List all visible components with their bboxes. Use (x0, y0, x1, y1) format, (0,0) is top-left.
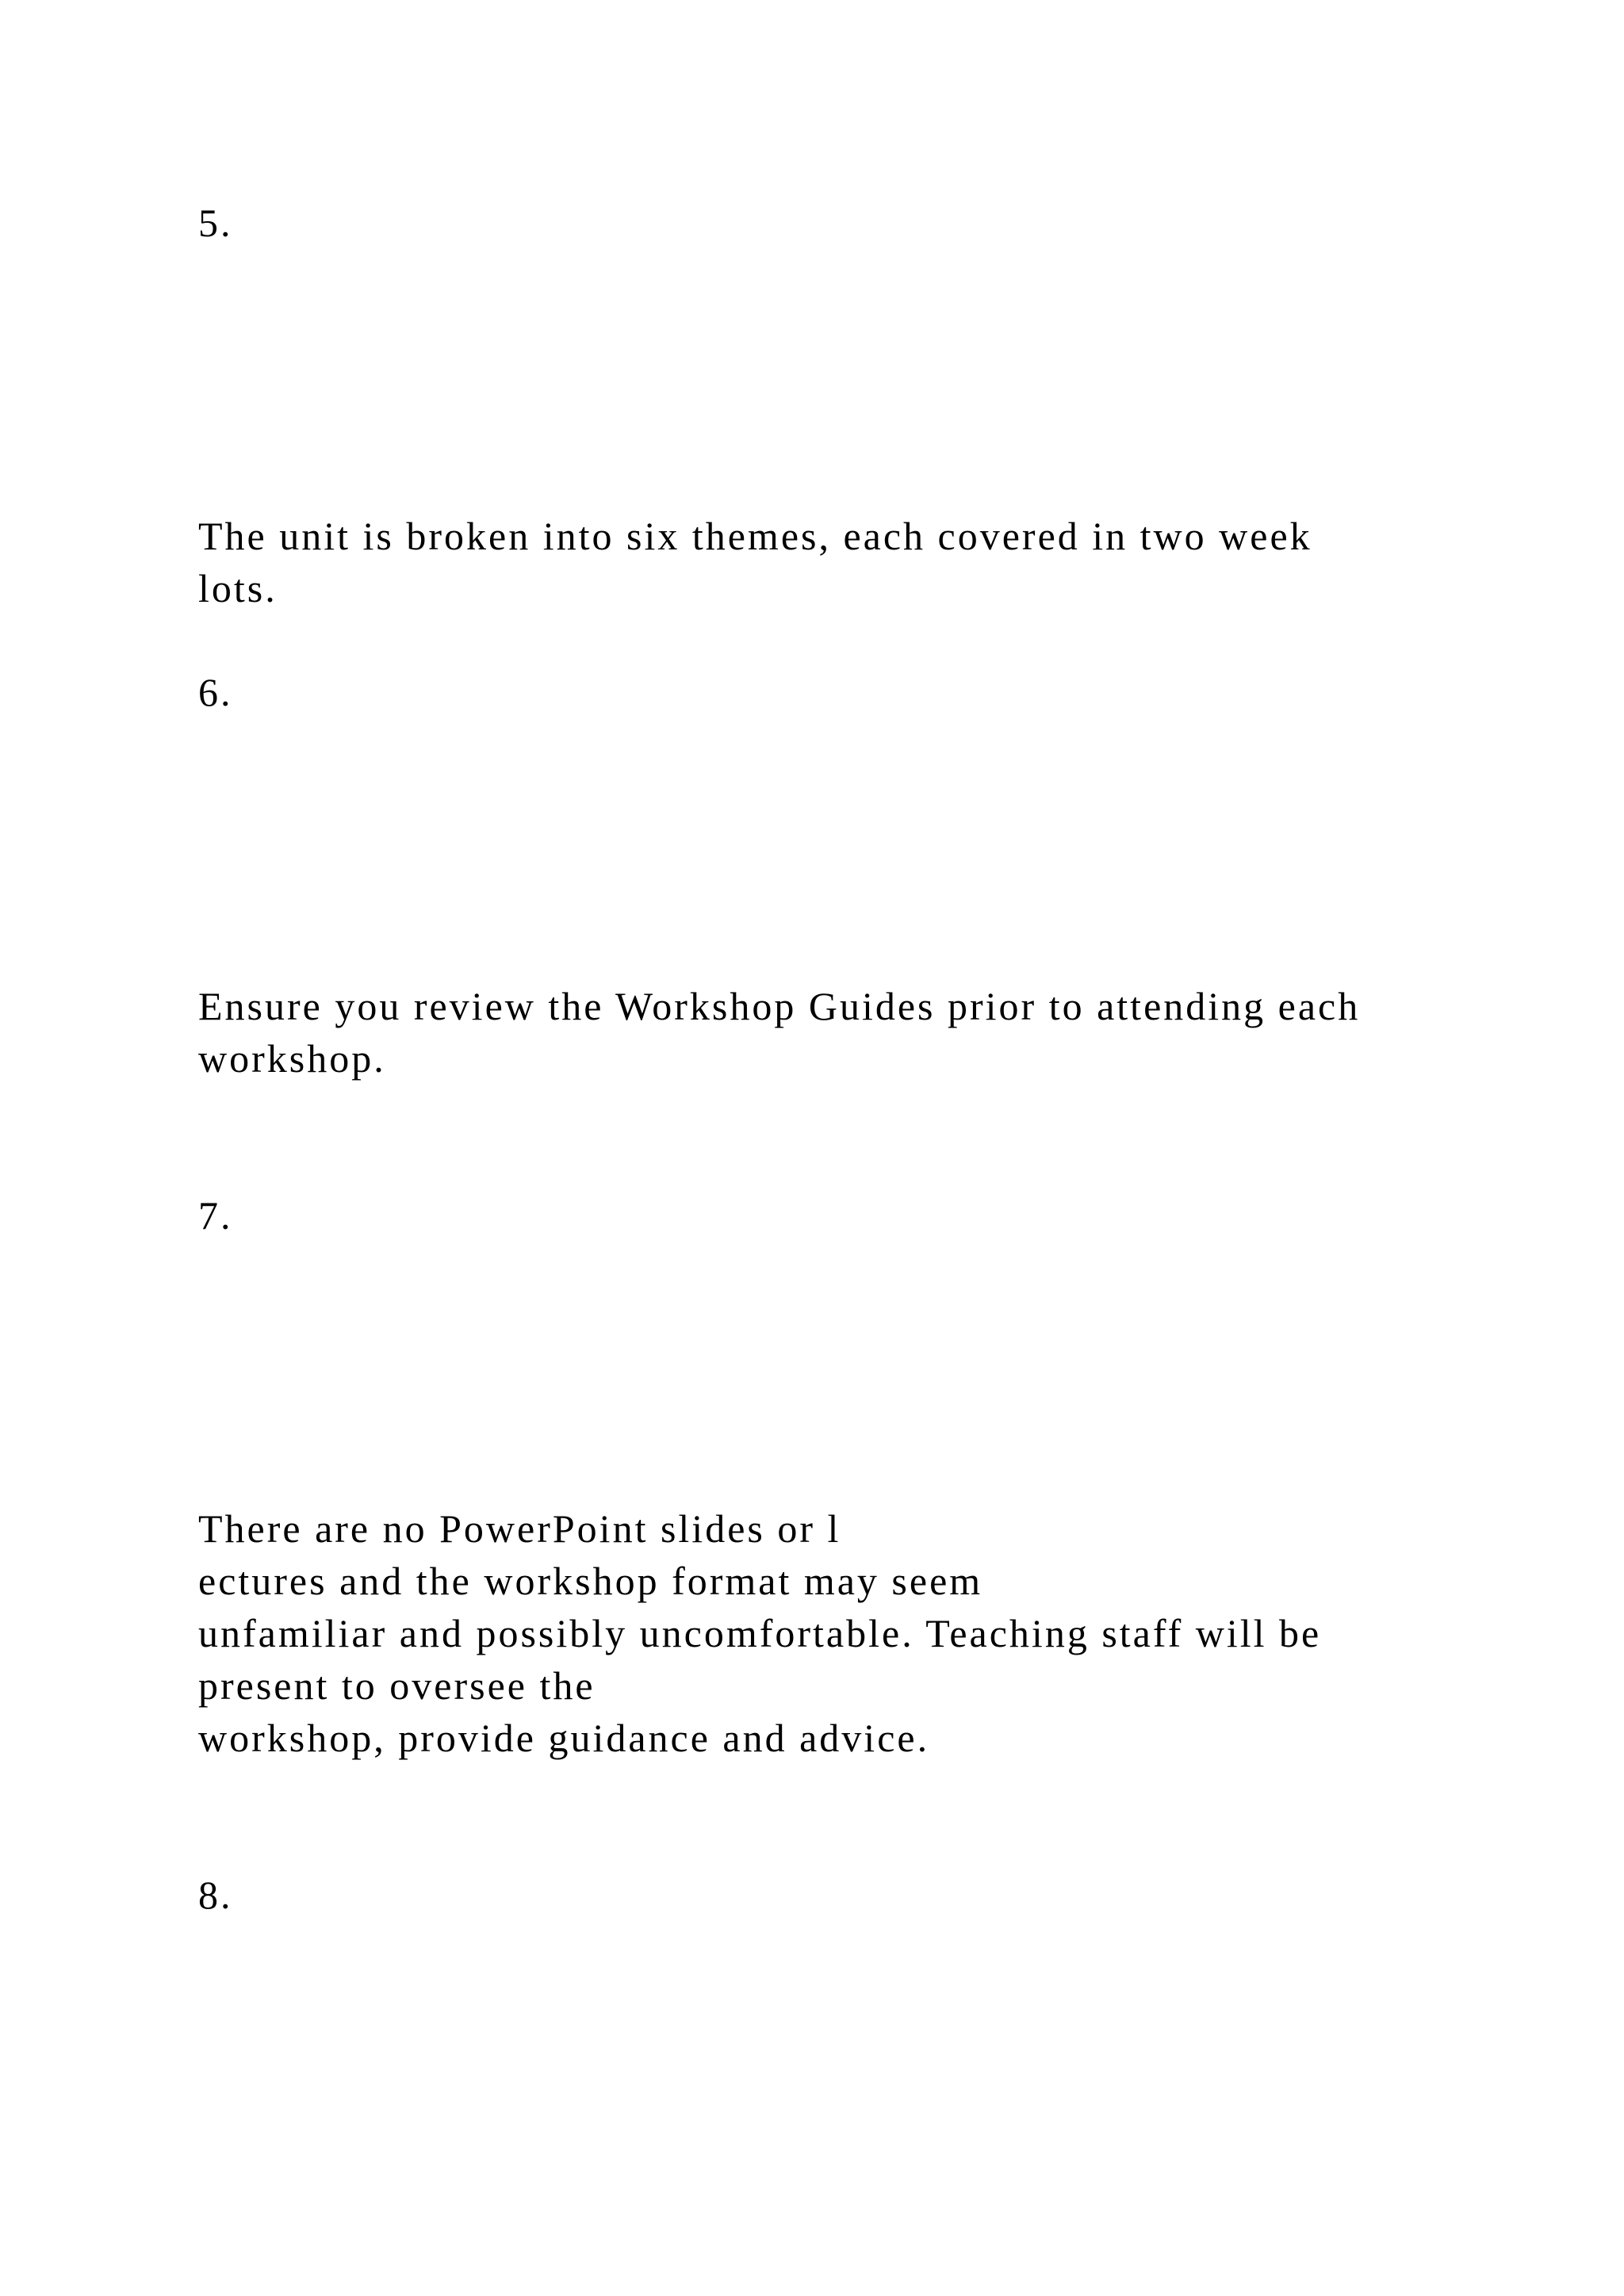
paragraph-7-line-3: unfamiliar and possibly uncomfortable. Teaching staff will be (198, 1611, 1322, 1655)
paragraph-5-line-2: lots. (198, 566, 278, 610)
item-number-7: 7. (198, 1193, 233, 1238)
item-number-8: 8. (198, 1873, 233, 1917)
item-number-5: 5. (198, 201, 233, 245)
paragraph-7-line-1: There are no PowerPoint slides or l (198, 1506, 841, 1551)
paragraph-7-line-4: present to oversee the (198, 1663, 596, 1708)
paragraph-7-line-2: ectures and the workshop format may seem (198, 1559, 983, 1603)
paragraph-5-line-1: The unit is broken into six themes, each covered in two week (198, 514, 1312, 558)
paragraph-6-line-2: workshop. (198, 1036, 386, 1081)
paragraph-7-line-5: workshop, provide guidance and advice. (198, 1716, 930, 1760)
paragraph-6-line-1: Ensure you review the Workshop Guides prior to attending each (198, 984, 1361, 1028)
item-number-6: 6. (198, 670, 233, 714)
